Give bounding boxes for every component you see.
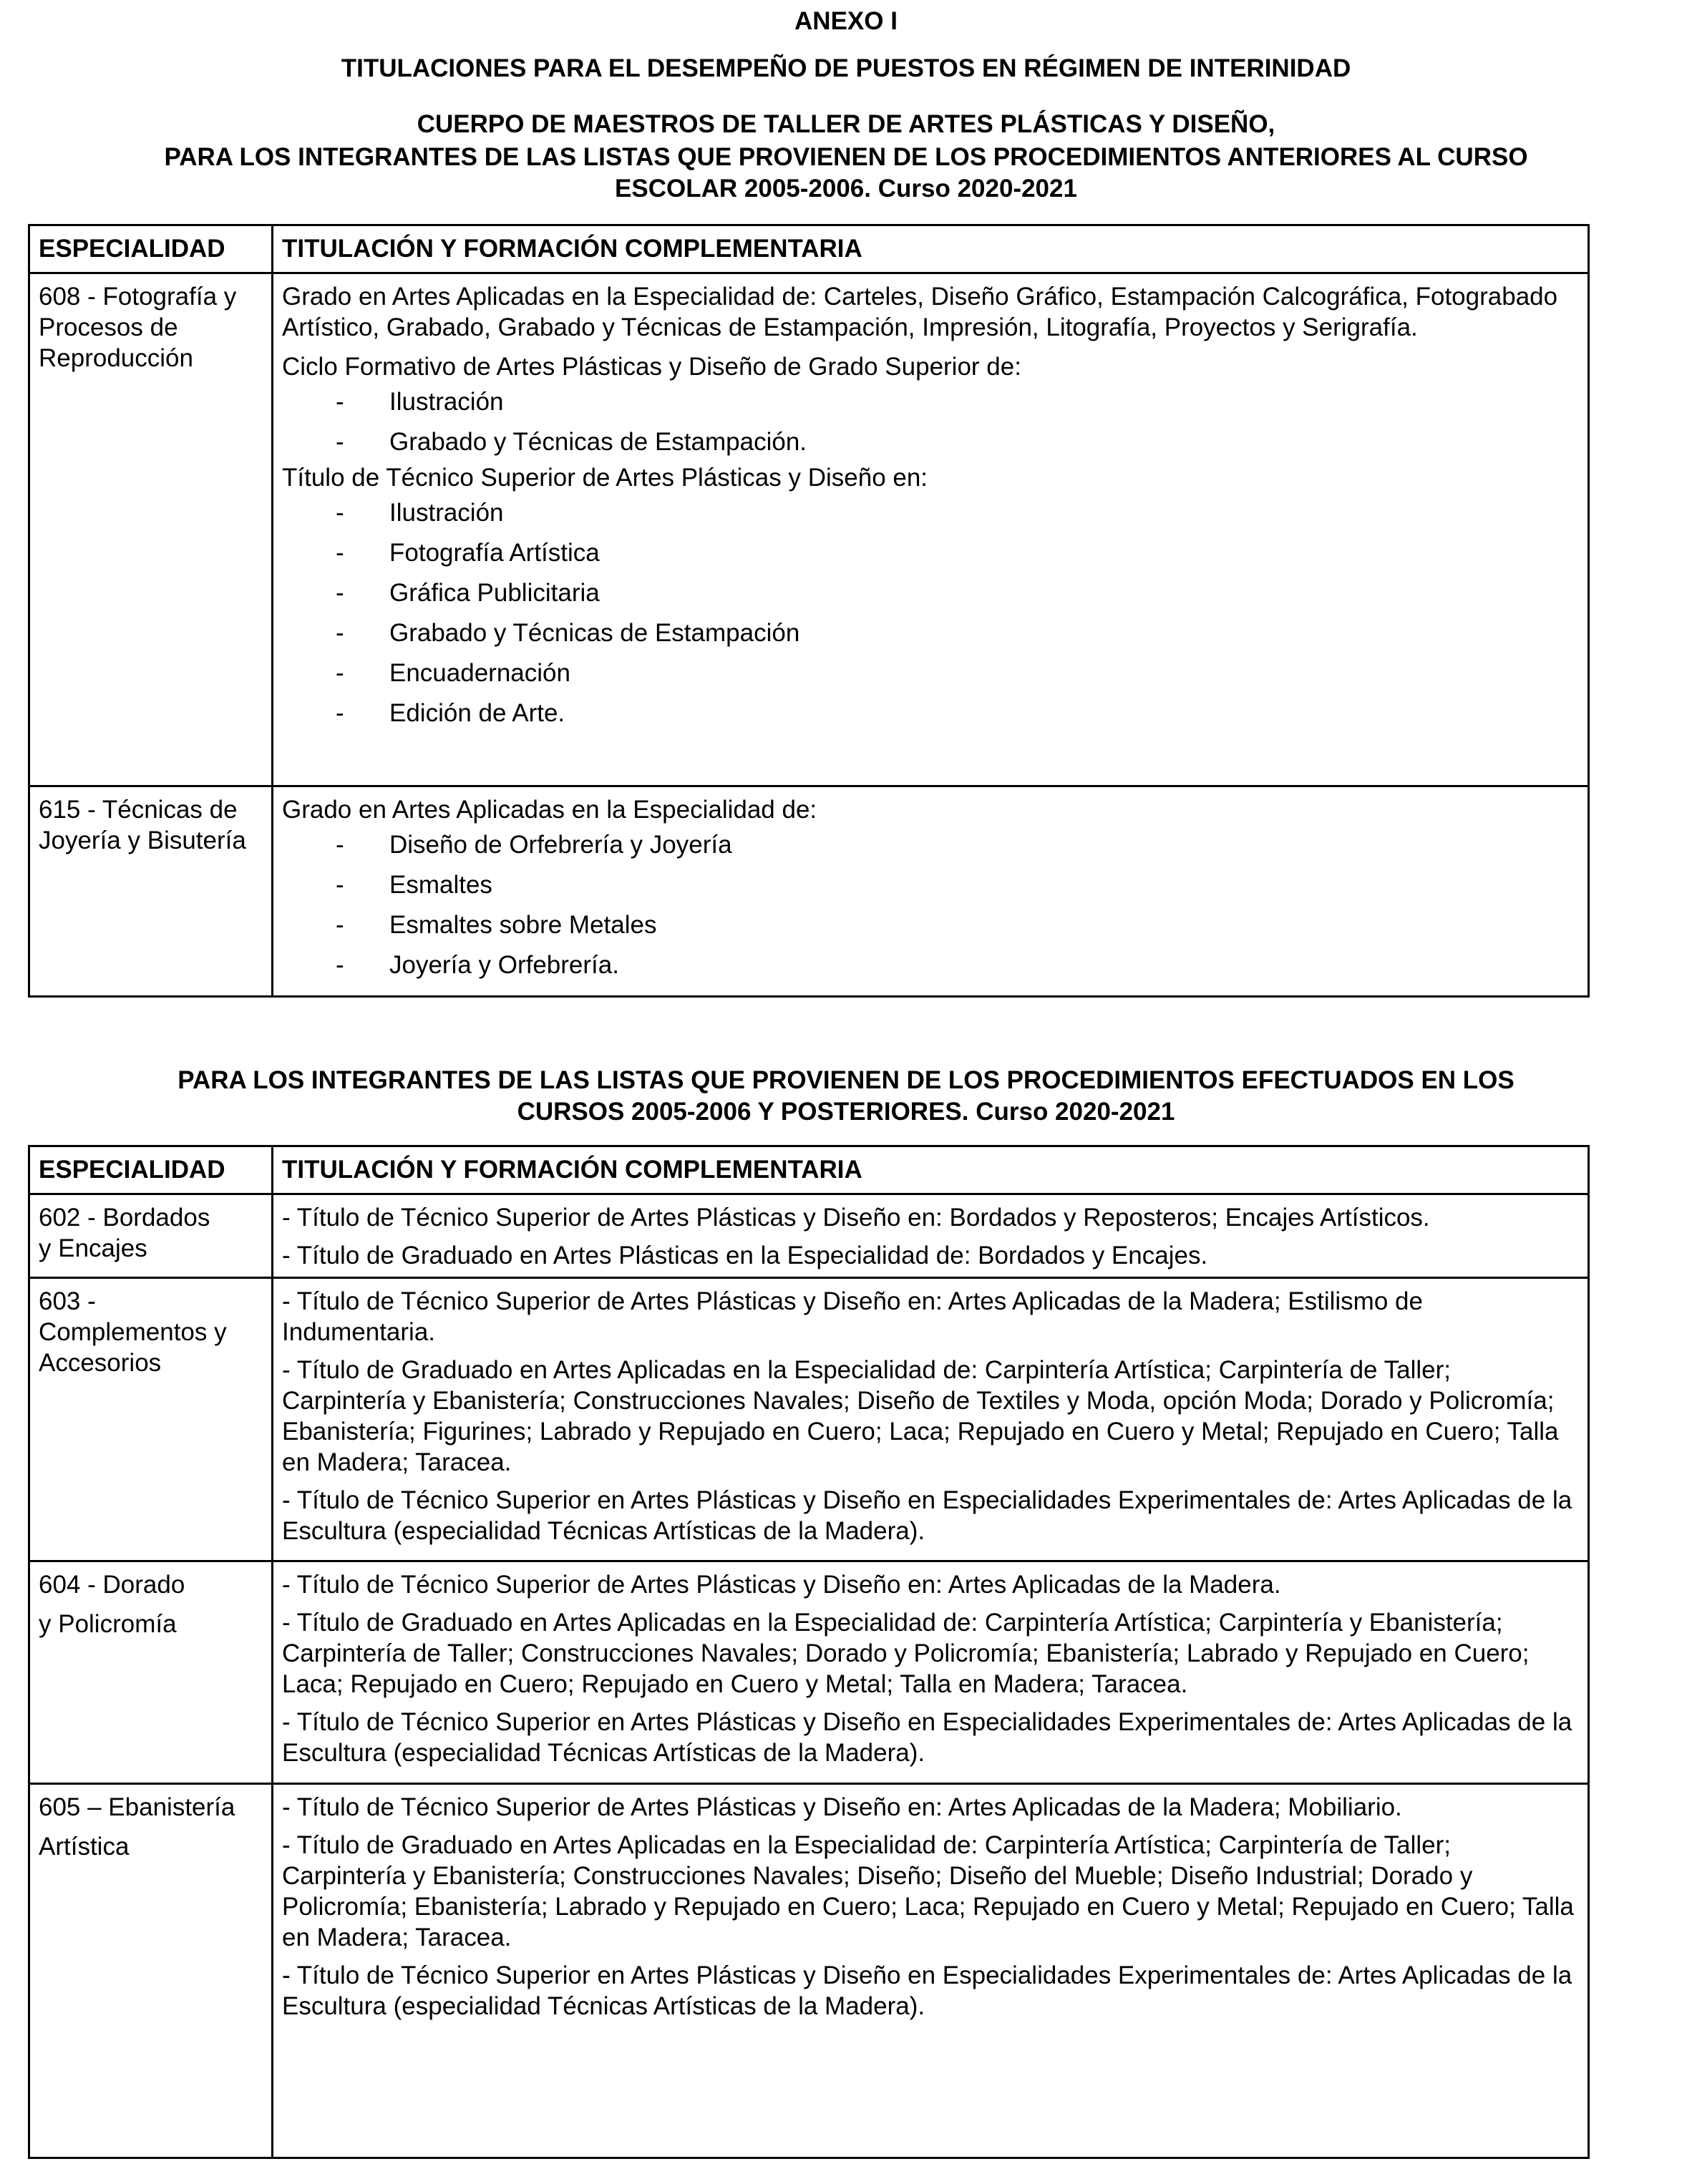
specialty-605: 605 – Ebanistería Artística: [39, 1793, 235, 1861]
titulation-paragraph: Título de Técnico Superior de Artes Plásticas y Diseño en:: [282, 464, 928, 492]
list-item: - Diseño de Orfebrería y Joyería: [336, 831, 732, 859]
titulation-paragraph: - Título de Graduado en Artes Aplicadas en la Especialidad de: Carpintería Artística; Carpintería de Taller; Carpintería y Ebanistería; Construcciones Navales; Diseño de Textiles y Moda, opción Moda; Dorado y Policromía; Ebanistería; Figurines; Labrado y Repujado en Cuero; Laca; Repujado en Cuero y Metal; Repujado en Cuero; Talla en Madera; Taracea.: [282, 1356, 1559, 1476]
titulation-paragraph: - Título de Técnico Superior de Artes Plásticas y Diseño en: Artes Aplicadas de la Madera; Mobiliario.: [282, 1793, 1402, 1821]
titulation-paragraph: - Título de Graduado en Artes Aplicadas en la Especialidad de: Carpintería Artística; Carpintería y Ebanistería; Carpintería de Taller; Construcciones Navales; Dorado y Policromía; Ebanistería; Labrado y Repujado en Cuero; Laca; Repujado en Cuero; Repujado en Cuero y Metal; Talla en Madera; Taracea.: [282, 1609, 1530, 1698]
list-item: - Joyería y Orfebrería.: [336, 951, 619, 979]
section1-heading-line2: PARA LOS INTEGRANTES DE LAS LISTAS QUE PROVIENEN DE LOS PROCEDIMIENTOS ANTERIORES AL CURSO: [164, 143, 1528, 171]
column-header-titulation: TITULACIÓN Y FORMACIÓN COMPLEMENTARIA: [273, 225, 1589, 273]
list-item: - Edición de Arte.: [336, 699, 565, 727]
titulation-paragraph: Grado en Artes Aplicadas en la Especialidad de:: [282, 796, 817, 824]
list-item: - Gráfica Publicitaria: [336, 579, 600, 607]
list-item: - Fotografía Artística: [336, 539, 600, 567]
titulation-paragraph: - Título de Técnico Superior de Artes Plásticas y Diseño en: Bordados y Reposteros; Encajes Artísticos.: [282, 1204, 1430, 1232]
table-row: [29, 1278, 1589, 1561]
specialty-cell: [29, 1194, 273, 1278]
list-item: - Esmaltes sobre Metales: [336, 911, 657, 939]
table-row: [29, 1194, 1589, 1278]
titulation-cell: [273, 786, 1589, 997]
column-header-specialty: ESPECIALIDAD: [29, 1146, 273, 1194]
titulation-paragraph: Ciclo Formativo de Artes Plásticas y Diseño de Grado Superior de:: [282, 353, 1021, 381]
section2-heading-line1: PARA LOS INTEGRANTES DE LAS LISTAS QUE PROVIENEN DE LOS PROCEDIMIENTOS EFECTUADOS EN LOS: [178, 1066, 1514, 1094]
specialty-603: 603 - Complementos y Accesorios: [39, 1287, 227, 1377]
titulation-list: [282, 825, 1580, 985]
titulation-list: [282, 493, 1580, 733]
list-item: - Ilustración: [336, 499, 504, 527]
section1-heading-line1: CUERPO DE MAESTROS DE TALLER DE ARTES PLÁSTICAS Y DISEÑO,: [417, 110, 1275, 138]
titulation-paragraph: - Título de Técnico Superior de Artes Plásticas y Diseño en: Artes Aplicadas de la Madera.: [282, 1571, 1281, 1599]
list-item: - Grabado y Técnicas de Estampación.: [336, 428, 807, 456]
section1-heading-line3: ESCOLAR 2005-2006. Curso 2020-2021: [615, 175, 1077, 203]
titulation-paragraph: - Título de Técnico Superior en Artes Plásticas y Diseño en Especialidades Experimentales de: Artes Aplicadas de la Escultura (especialidad Técnicas Artísticas de la Madera).: [282, 1961, 1572, 2020]
table-header-row: [29, 225, 1589, 273]
specialty-cell: [29, 1561, 273, 1784]
table-previous-procedures: [28, 224, 1590, 998]
list-item: - Encuadernación: [336, 659, 570, 687]
titulation-cell: [273, 1784, 1589, 2158]
titulation-list: [282, 382, 1580, 462]
column-header-titulation: TITULACIÓN Y FORMACIÓN COMPLEMENTARIA: [273, 1146, 1589, 1194]
list-item: - Esmaltes: [336, 871, 492, 899]
specialty-602: 602 - Bordados y Encajes: [39, 1204, 210, 1262]
table-row: [29, 786, 1589, 997]
specialty-615: 615 - Técnicas de Joyería y Bisutería: [39, 796, 246, 854]
titulation-cell: [273, 273, 1589, 786]
column-header-specialty: ESPECIALIDAD: [29, 225, 273, 273]
titulation-cell: [273, 1561, 1589, 1784]
document-title: TITULACIONES PARA EL DESEMPEÑO DE PUESTOS EN RÉGIMEN DE INTERINIDAD: [341, 54, 1351, 82]
table-row: [29, 1561, 1589, 1784]
list-item: - Grabado y Técnicas de Estampación: [336, 619, 800, 647]
table-row: [29, 273, 1589, 786]
titulation-paragraph: - Título de Técnico Superior de Artes Plásticas y Diseño en: Artes Aplicadas de la Madera; Estilismo de Indumentaria.: [282, 1287, 1423, 1346]
titulation-paragraph: - Título de Técnico Superior en Artes Plásticas y Diseño en Especialidades Experimentales de: Artes Aplicadas de la Escultura (especialidad Técnicas Artísticas de la Madera).: [282, 1708, 1572, 1767]
annex-title: ANEXO I: [794, 7, 898, 35]
specialty-608: 608 - Fotografía y Procesos de Reproducción: [39, 283, 237, 372]
specialty-cell: [29, 1784, 273, 2158]
table-row: [29, 1784, 1589, 2158]
table-later-procedures: [28, 1145, 1590, 2159]
specialty-cell: [29, 786, 273, 997]
titulation-cell: [273, 1194, 1589, 1278]
table-header-row: [29, 1146, 1589, 1194]
specialty-cell: [29, 1278, 273, 1561]
specialty-cell: [29, 273, 273, 786]
titulation-paragraph: - Título de Graduado en Artes Aplicadas en la Especialidad de: Carpintería Artística; Carpintería de Taller; Carpintería y Ebanistería; Construcciones Navales; Diseño; Diseño del Mueble; Diseño Industrial; Dorado y Policromía; Ebanistería; Labrado y Repujado en Cuero; Laca; Repujado en Cuero y Metal; Repujado en Cuero; Talla en Madera; Taracea.: [282, 1831, 1574, 1951]
titulation-paragraph: Grado en Artes Aplicadas en la Especialidad de: Carteles, Diseño Gráfico, Estampación Calcográfica, Fotograbado Artístico, Grabado, Grabado y Técnicas de Estampación, Impresión, Litografía, Proyectos y Serigrafía.: [282, 283, 1558, 341]
titulation-paragraph: - Título de Graduado en Artes Plásticas en la Especialidad de: Bordados y Encajes.: [282, 1242, 1208, 1269]
titulation-cell: [273, 1278, 1589, 1561]
specialty-604: 604 - Dorado y Policromía: [39, 1571, 185, 1638]
list-item: - Ilustración: [336, 388, 504, 416]
titulation-paragraph: - Título de Técnico Superior en Artes Plásticas y Diseño en Especialidades Experimentales de: Artes Aplicadas de la Escultura (especialidad Técnicas Artísticas de la Madera).: [282, 1486, 1572, 1545]
section2-heading-line2: CURSOS 2005-2006 Y POSTERIORES. Curso 2020-2021: [517, 1098, 1175, 1126]
